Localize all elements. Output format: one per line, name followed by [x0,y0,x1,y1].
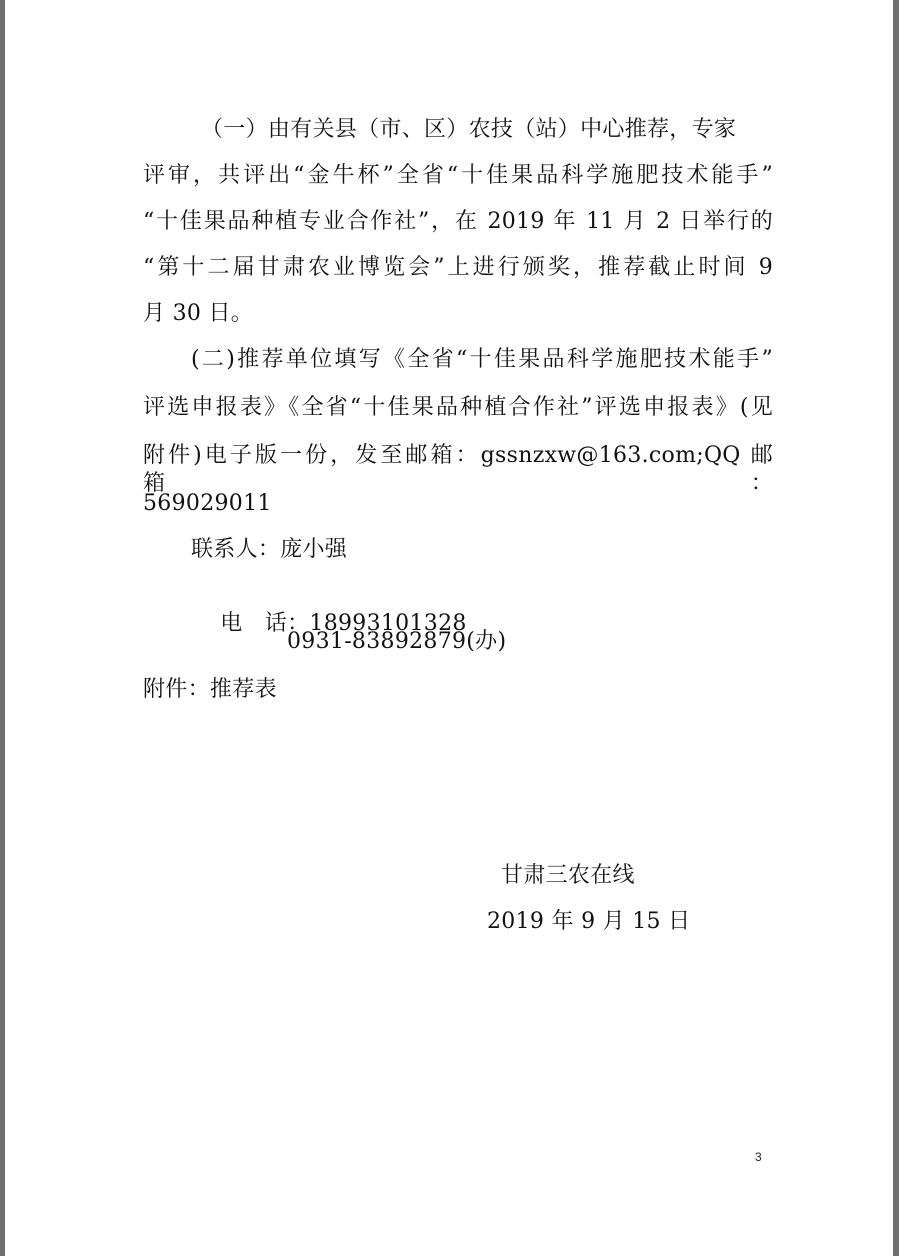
section-one-line-2: 评审，共评出“金牛杯”全省“十佳果品科学施肥技术能手” [143,163,773,188]
section-two-line-1: (二)推荐单位填写《全省“十佳果品科学施肥技术能手” [191,347,773,372]
office-phone: 0931-83892879(办) [287,629,507,654]
page-number: 3 [755,1150,762,1164]
qq-number: 569029011 [143,491,272,516]
section-two-line-3: 附件)电子版一份，发至邮箱：gssnzxw@163.com;QQ 邮箱： [143,443,773,496]
phone-label: 电 话： [220,611,310,636]
section-one-line-1: （一）由有关县（市、区）农技（站）中心推荐，专家 [201,117,737,142]
phone-number: 18993101328 [309,611,467,636]
section-one-line-4: “第十二届甘肃农业博览会”上进行颁奖，推荐截止时间 9 [143,255,773,280]
section-one-line-5: 月 30 日。 [143,301,254,326]
section-two-line-2: 评选申报表》《全省“十佳果品种植合作社”评选申报表》(见 [143,395,773,420]
document-page [5,0,893,1256]
signature-org: 甘肃三农在线 [501,863,635,888]
contact-person: 联系人：庞小强 [191,537,348,562]
attachment-line: 附件：推荐表 [143,677,277,702]
section-one-line-3: “十佳果品种植专业合作社”，在 2019 年 11 月 2 日举行的 [143,209,773,234]
signature-date: 2019 年 9 月 15 日 [487,909,691,934]
